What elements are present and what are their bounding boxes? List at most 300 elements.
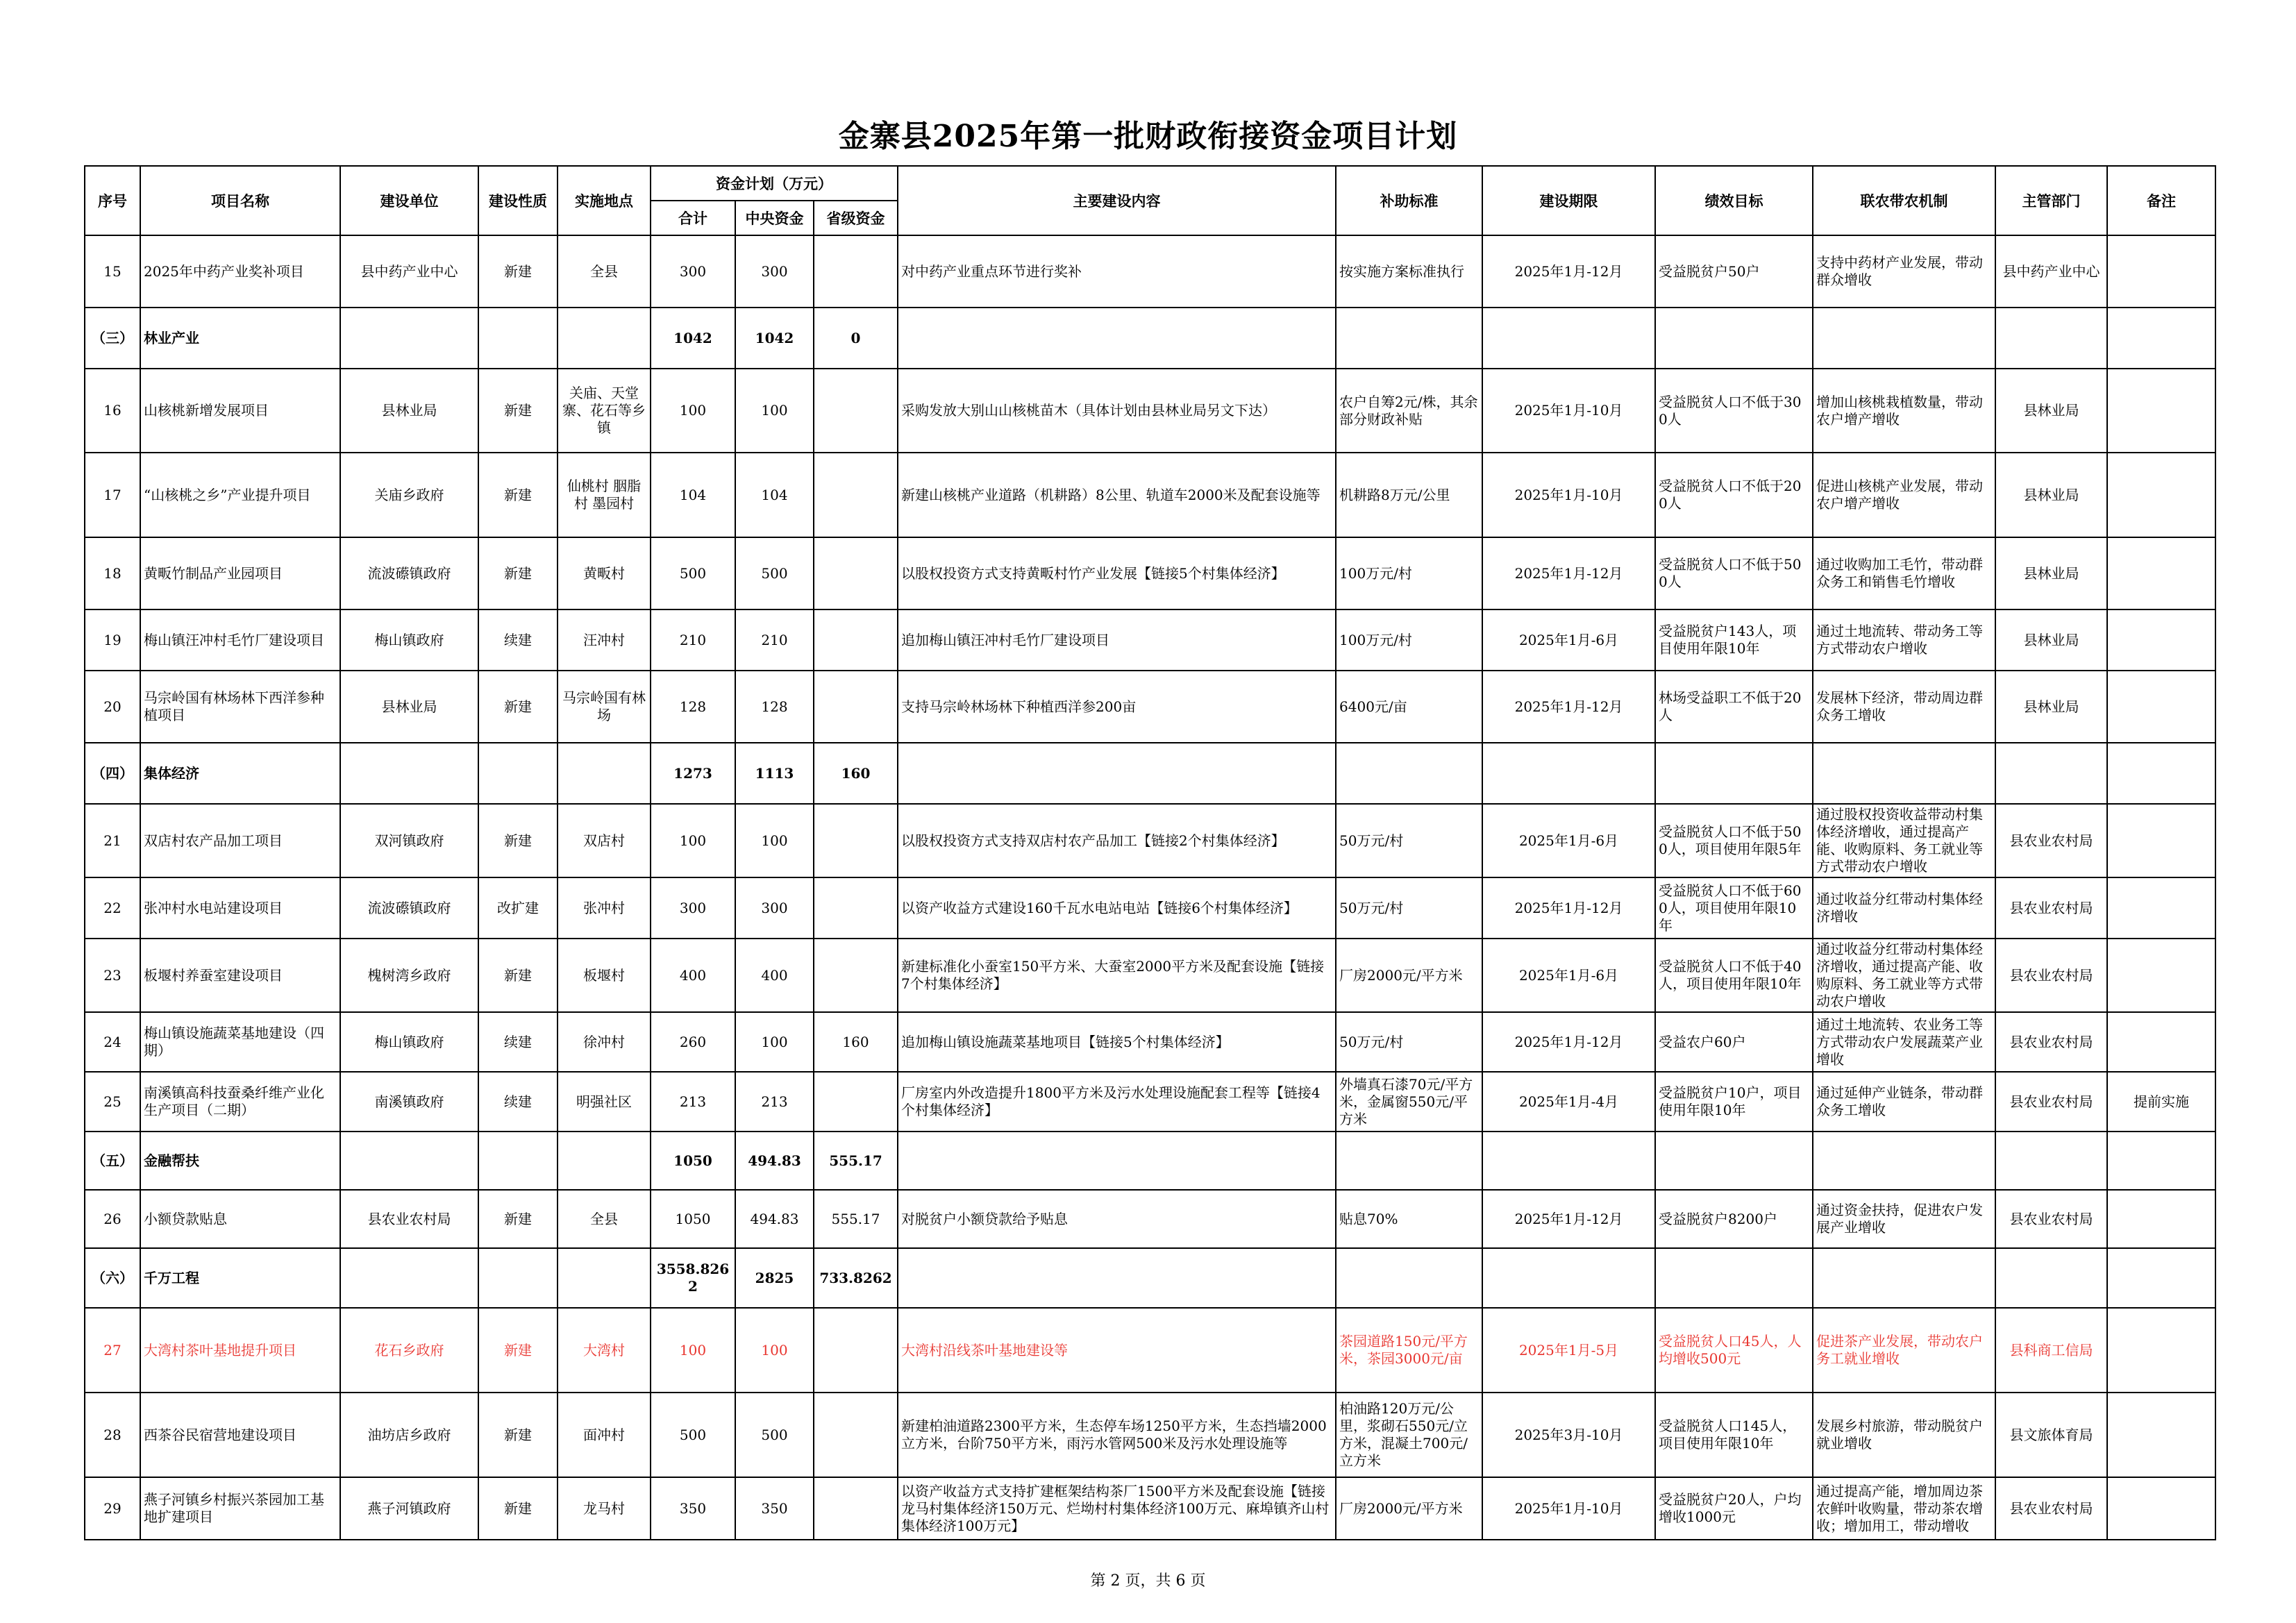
cell-seq: 25 (85, 1072, 140, 1132)
cell-seq: 18 (85, 537, 140, 609)
group-row (85, 308, 2215, 369)
cell-total: 104 (651, 453, 735, 537)
cell-content (898, 1132, 1336, 1190)
cell-location: 大湾村 (558, 1308, 651, 1393)
cell-period (1482, 1132, 1655, 1190)
cell-content: 新建柏油道路2300平方米，生态停车场1250平方米，生态挡墙2000立方米，台阶750平方米，雨污水管网500米及污水处理设施等 (898, 1393, 1336, 1477)
header-period: 建设期限 (1482, 166, 1655, 235)
cell-content: 追加梅山镇汪冲村毛竹厂建设项目 (898, 609, 1336, 671)
cell-location: 全县 (558, 1190, 651, 1248)
cell-central: 210 (735, 609, 814, 671)
cell-dept (1995, 308, 2107, 369)
cell-central: 500 (735, 537, 814, 609)
cell-unit: 梅山镇政府 (340, 1012, 478, 1072)
cell-subsidy: 茶园道路150元/平方米，茶园3000元/亩 (1336, 1308, 1482, 1393)
cell-dept: 县林业局 (1995, 671, 2107, 743)
cell-seq: （四） (85, 743, 140, 804)
cell-provincial (814, 1477, 898, 1540)
cell-total: 1273 (651, 743, 735, 804)
cell-nature: 新建 (478, 939, 558, 1012)
cell-dept: 县文旅体育局 (1995, 1393, 2107, 1477)
cell-period: 2025年1月-12月 (1482, 671, 1655, 743)
cell-note (2107, 609, 2215, 671)
cell-goal: 受益脱贫人口145人，项目使用年限10年 (1655, 1393, 1813, 1477)
cell-subsidy: 柏油路120万元/公里，浆砌石550元/立方米，混凝土700元/立方米 (1336, 1393, 1482, 1477)
cell-period: 2025年1月-4月 (1482, 1072, 1655, 1132)
cell-dept: 县农业农村局 (1995, 877, 2107, 939)
cell-period (1482, 308, 1655, 369)
cell-nature: 新建 (478, 804, 558, 877)
table-row (85, 1072, 2215, 1132)
cell-location (558, 1248, 651, 1308)
table-row (85, 804, 2215, 877)
cell-name: 黄畈竹制品产业园项目 (140, 537, 340, 609)
cell-total: 100 (651, 1308, 735, 1393)
cell-mechanism: 通过收购加工毛竹，带动群众务工和销售毛竹增收 (1813, 537, 1995, 609)
cell-dept: 县科商工信局 (1995, 1308, 2107, 1393)
cell-name: 西茶谷民宿营地建设项目 (140, 1393, 340, 1477)
cell-location: 关庙、天堂寨、花石等乡镇 (558, 369, 651, 453)
cell-seq: 17 (85, 453, 140, 537)
cell-location: 明强社区 (558, 1072, 651, 1132)
cell-content: 追加梅山镇设施蔬菜基地项目【链接5个村集体经济】 (898, 1012, 1336, 1072)
cell-location: 板堰村 (558, 939, 651, 1012)
cell-goal: 林场受益职工不低于20人 (1655, 671, 1813, 743)
cell-mechanism: 支持中药材产业发展，带动群众增收 (1813, 235, 1995, 308)
cell-subsidy: 50万元/村 (1336, 877, 1482, 939)
cell-name: 小额贷款贴息 (140, 1190, 340, 1248)
cell-seq: 16 (85, 369, 140, 453)
cell-total: 128 (651, 671, 735, 743)
cell-period: 2025年1月-12月 (1482, 1190, 1655, 1248)
cell-period: 2025年1月-10月 (1482, 453, 1655, 537)
header-total: 合计 (651, 201, 735, 235)
cell-central: 1113 (735, 743, 814, 804)
cell-period: 2025年1月-12月 (1482, 1012, 1655, 1072)
cell-subsidy (1336, 308, 1482, 369)
cell-period (1482, 743, 1655, 804)
cell-name: 双店村农产品加工项目 (140, 804, 340, 877)
cell-content: 对脱贫户小额贷款给予贴息 (898, 1190, 1336, 1248)
cell-central: 300 (735, 235, 814, 308)
cell-location (558, 743, 651, 804)
cell-subsidy: 按实施方案标准执行 (1336, 235, 1482, 308)
cell-subsidy: 农户自筹2元/株，其余部分财政补贴 (1336, 369, 1482, 453)
cell-mechanism: 促进山核桃产业发展，带动农户增产增收 (1813, 453, 1995, 537)
cell-goal: 受益脱贫户143人，项目使用年限10年 (1655, 609, 1813, 671)
cell-location (558, 308, 651, 369)
cell-mechanism: 发展乡村旅游，带动脱贫户就业增收 (1813, 1393, 1995, 1477)
cell-note (2107, 1012, 2215, 1072)
cell-period: 2025年1月-12月 (1482, 877, 1655, 939)
cell-subsidy: 外墙真石漆70元/平方米，金属窗550元/平方米 (1336, 1072, 1482, 1132)
project-table (84, 165, 2216, 1540)
cell-central: 1042 (735, 308, 814, 369)
cell-provincial (814, 1308, 898, 1393)
cell-nature: 新建 (478, 369, 558, 453)
cell-seq: （三） (85, 308, 140, 369)
cell-mechanism: 通过提高产能，增加周边茶农鲜叶收购量，带动茶农增收；增加用工，带动增收 (1813, 1477, 1995, 1540)
cell-subsidy: 50万元/村 (1336, 804, 1482, 877)
cell-goal: 受益脱贫人口45人，人均增收500元 (1655, 1308, 1813, 1393)
cell-total: 1050 (651, 1190, 735, 1248)
cell-mechanism: 通过股权投资收益带动村集体经济增收，通过提高产能、收购原料、务工就业等方式带动农户增收 (1813, 804, 1995, 877)
cell-location: 汪冲村 (558, 609, 651, 671)
cell-note (2107, 1477, 2215, 1540)
cell-unit: 双河镇政府 (340, 804, 478, 877)
cell-provincial: 160 (814, 1012, 898, 1072)
cell-unit: 县中药产业中心 (340, 235, 478, 308)
cell-goal: 受益脱贫户8200户 (1655, 1190, 1813, 1248)
cell-note (2107, 743, 2215, 804)
cell-mechanism: 发展林下经济，带动周边群众务工增收 (1813, 671, 1995, 743)
cell-provincial: 555.17 (814, 1190, 898, 1248)
cell-goal: 受益脱贫人口不低于200人 (1655, 453, 1813, 537)
cell-goal: 受益农户60户 (1655, 1012, 1813, 1072)
page-title: 金寨县2025年第一批财政衔接资金项目计划 (838, 119, 1458, 154)
cell-provincial: 733.8262 (814, 1248, 898, 1308)
table-row (85, 235, 2215, 308)
table-row (85, 877, 2215, 939)
cell-seq: 21 (85, 804, 140, 877)
cell-location: 马宗岭国有林场 (558, 671, 651, 743)
cell-note (2107, 308, 2215, 369)
cell-goal (1655, 1132, 1813, 1190)
table-row (85, 1477, 2215, 1540)
cell-location: 龙马村 (558, 1477, 651, 1540)
cell-subsidy: 100万元/村 (1336, 609, 1482, 671)
cell-period: 2025年1月-12月 (1482, 235, 1655, 308)
cell-goal: 受益脱贫人口不低于500人 (1655, 537, 1813, 609)
cell-period: 2025年1月-10月 (1482, 1477, 1655, 1540)
cell-note (2107, 1248, 2215, 1308)
cell-mechanism: 通过收益分红带动村集体经济增收 (1813, 877, 1995, 939)
header-mechanism: 联农带农机制 (1813, 166, 1995, 235)
cell-provincial: 555.17 (814, 1132, 898, 1190)
cell-subsidy: 6400元/亩 (1336, 671, 1482, 743)
cell-unit: 油坊店乡政府 (340, 1393, 478, 1477)
cell-central: 500 (735, 1393, 814, 1477)
cell-name: 燕子河镇乡村振兴茶园加工基地扩建项目 (140, 1477, 340, 1540)
header-goal: 绩效目标 (1655, 166, 1813, 235)
cell-mechanism (1813, 308, 1995, 369)
cell-note (2107, 671, 2215, 743)
table-row (85, 1190, 2215, 1248)
cell-note (2107, 1132, 2215, 1190)
cell-central: 100 (735, 369, 814, 453)
cell-goal: 受益脱贫人口不低于600人，项目使用年限10年 (1655, 877, 1813, 939)
cell-unit (340, 1132, 478, 1190)
cell-provincial (814, 235, 898, 308)
cell-mechanism: 通过土地流转、带动务工等方式带动农户增收 (1813, 609, 1995, 671)
cell-unit (340, 1248, 478, 1308)
cell-total: 400 (651, 939, 735, 1012)
cell-subsidy (1336, 1132, 1482, 1190)
cell-note (2107, 939, 2215, 1012)
cell-mechanism: 通过土地流转、农业务工等方式带动农户发展蔬菜产业增收 (1813, 1012, 1995, 1072)
cell-dept: 县农业农村局 (1995, 804, 2107, 877)
cell-note (2107, 537, 2215, 609)
cell-note (2107, 1393, 2215, 1477)
cell-content: 以股权投资方式支持黄畈村竹产业发展【链接5个村集体经济】 (898, 537, 1336, 609)
cell-total: 213 (651, 1072, 735, 1132)
cell-name: “山核桃之乡”产业提升项目 (140, 453, 340, 537)
cell-total: 500 (651, 1393, 735, 1477)
cell-name: 林业产业 (140, 308, 340, 369)
cell-goal: 受益脱贫户10户，项目使用年限10年 (1655, 1072, 1813, 1132)
cell-subsidy: 厂房2000元/平方米 (1336, 1477, 1482, 1540)
cell-dept: 县农业农村局 (1995, 1072, 2107, 1132)
cell-content: 以资产收益方式支持扩建框架结构茶厂1500平方米及配套设施【链接龙马村集体经济150万元、烂坳村村集体经济100万元、麻埠镇齐山村集体经济100万元】 (898, 1477, 1336, 1540)
cell-provincial (814, 939, 898, 1012)
cell-nature: 新建 (478, 537, 558, 609)
cell-subsidy: 机耕路8万元/公里 (1336, 453, 1482, 537)
cell-nature: 续建 (478, 1072, 558, 1132)
cell-provincial: 0 (814, 308, 898, 369)
cell-content: 采购发放大别山山核桃苗木（具体计划由县林业局另文下达） (898, 369, 1336, 453)
cell-seq: 20 (85, 671, 140, 743)
cell-nature: 新建 (478, 1477, 558, 1540)
header-row (85, 166, 2215, 201)
cell-note: 提前实施 (2107, 1072, 2215, 1132)
cell-mechanism (1813, 743, 1995, 804)
table-row (85, 1012, 2215, 1072)
header-name: 项目名称 (140, 166, 340, 235)
cell-content (898, 308, 1336, 369)
cell-provincial (814, 1072, 898, 1132)
cell-content: 厂房室内外改造提升1800平方米及污水处理设施配套工程等【链接4个村集体经济】 (898, 1072, 1336, 1132)
cell-provincial (814, 453, 898, 537)
cell-central: 2825 (735, 1248, 814, 1308)
cell-nature (478, 308, 558, 369)
cell-note (2107, 369, 2215, 453)
cell-subsidy: 厂房2000元/平方米 (1336, 939, 1482, 1012)
cell-note (2107, 453, 2215, 537)
cell-dept: 县林业局 (1995, 609, 2107, 671)
cell-total: 3558.8262 (651, 1248, 735, 1308)
cell-central: 100 (735, 1012, 814, 1072)
header-central: 中央资金 (735, 201, 814, 235)
cell-seq: 22 (85, 877, 140, 939)
cell-nature: 新建 (478, 1190, 558, 1248)
cell-seq: （六） (85, 1248, 140, 1308)
cell-goal: 受益脱贫人口不低于500人，项目使用年限5年 (1655, 804, 1813, 877)
cell-period: 2025年3月-10月 (1482, 1393, 1655, 1477)
header-dept: 主管部门 (1995, 166, 2107, 235)
table-row (85, 537, 2215, 609)
table-row (85, 1308, 2215, 1393)
cell-subsidy: 50万元/村 (1336, 1012, 1482, 1072)
cell-content (898, 1248, 1336, 1308)
cell-dept (1995, 743, 2107, 804)
cell-seq: 15 (85, 235, 140, 308)
cell-content: 对中药产业重点环节进行奖补 (898, 235, 1336, 308)
cell-mechanism: 通过延伸产业链条，带动群众务工增收 (1813, 1072, 1995, 1132)
cell-name: 千万工程 (140, 1248, 340, 1308)
cell-central: 300 (735, 877, 814, 939)
cell-nature (478, 1132, 558, 1190)
cell-mechanism (1813, 1132, 1995, 1190)
table-row (85, 1393, 2215, 1477)
cell-note (2107, 235, 2215, 308)
cell-goal: 受益脱贫人口不低于300人 (1655, 369, 1813, 453)
cell-nature: 续建 (478, 609, 558, 671)
header-note: 备注 (2107, 166, 2215, 235)
cell-unit: 县林业局 (340, 369, 478, 453)
cell-unit (340, 308, 478, 369)
cell-unit: 流波礤镇政府 (340, 537, 478, 609)
cell-central: 128 (735, 671, 814, 743)
cell-content: 支持马宗岭林场林下种植西洋参200亩 (898, 671, 1336, 743)
cell-dept (1995, 1132, 2107, 1190)
cell-goal (1655, 1248, 1813, 1308)
cell-nature: 续建 (478, 1012, 558, 1072)
cell-total: 1042 (651, 308, 735, 369)
cell-mechanism: 通过资金扶持，促进农户发展产业增收 (1813, 1190, 1995, 1248)
cell-name: 集体经济 (140, 743, 340, 804)
header-provincial: 省级资金 (814, 201, 898, 235)
cell-name: 2025年中药产业奖补项目 (140, 235, 340, 308)
cell-period (1482, 1248, 1655, 1308)
cell-central: 494.83 (735, 1190, 814, 1248)
cell-name: 金融帮扶 (140, 1132, 340, 1190)
cell-dept (1995, 1248, 2107, 1308)
cell-goal: 受益脱贫户20人，户均增收1000元 (1655, 1477, 1813, 1540)
cell-provincial (814, 671, 898, 743)
cell-unit: 梅山镇政府 (340, 609, 478, 671)
table-row (85, 671, 2215, 743)
cell-dept: 县农业农村局 (1995, 939, 2107, 1012)
cell-goal (1655, 743, 1813, 804)
cell-nature: 改扩建 (478, 877, 558, 939)
cell-unit: 南溪镇政府 (340, 1072, 478, 1132)
cell-name: 大湾村茶叶基地提升项目 (140, 1308, 340, 1393)
cell-name: 马宗岭国有林场林下西洋参种植项目 (140, 671, 340, 743)
cell-dept: 县农业农村局 (1995, 1012, 2107, 1072)
cell-central: 104 (735, 453, 814, 537)
cell-total: 350 (651, 1477, 735, 1540)
group-row (85, 1248, 2215, 1308)
cell-total: 260 (651, 1012, 735, 1072)
cell-subsidy: 贴息70% (1336, 1190, 1482, 1248)
header-seq: 序号 (85, 166, 140, 235)
cell-unit: 花石乡政府 (340, 1308, 478, 1393)
cell-unit: 流波礤镇政府 (340, 877, 478, 939)
cell-unit (340, 743, 478, 804)
cell-unit: 县林业局 (340, 671, 478, 743)
cell-total: 300 (651, 877, 735, 939)
cell-seq: 29 (85, 1477, 140, 1540)
cell-period: 2025年1月-6月 (1482, 804, 1655, 877)
cell-total: 100 (651, 369, 735, 453)
cell-content: 以股权投资方式支持双店村农产品加工【链接2个村集体经济】 (898, 804, 1336, 877)
group-row (85, 743, 2215, 804)
cell-nature: 新建 (478, 235, 558, 308)
cell-mechanism: 促进茶产业发展，带动农户务工就业增收 (1813, 1308, 1995, 1393)
cell-total: 100 (651, 804, 735, 877)
cell-note (2107, 1190, 2215, 1248)
cell-mechanism: 增加山核桃栽植数量，带动农户增产增收 (1813, 369, 1995, 453)
cell-provincial (814, 804, 898, 877)
cell-central: 100 (735, 804, 814, 877)
cell-central: 213 (735, 1072, 814, 1132)
cell-provincial: 160 (814, 743, 898, 804)
cell-dept: 县农业农村局 (1995, 1477, 2107, 1540)
group-row (85, 1132, 2215, 1190)
cell-central: 494.83 (735, 1132, 814, 1190)
table-row (85, 609, 2215, 671)
cell-goal (1655, 308, 1813, 369)
cell-provincial (814, 877, 898, 939)
cell-name: 梅山镇设施蔬菜基地建设（四期） (140, 1012, 340, 1072)
cell-provincial (814, 1393, 898, 1477)
cell-seq: 19 (85, 609, 140, 671)
header-subsidy: 补助标准 (1336, 166, 1482, 235)
cell-location (558, 1132, 651, 1190)
table-row (85, 453, 2215, 537)
cell-content: 新建山核桃产业道路（机耕路）8公里、轨道车2000米及配套设施等 (898, 453, 1336, 537)
cell-dept: 县林业局 (1995, 369, 2107, 453)
cell-nature (478, 743, 558, 804)
cell-nature: 新建 (478, 453, 558, 537)
cell-location: 黄畈村 (558, 537, 651, 609)
cell-period: 2025年1月-10月 (1482, 369, 1655, 453)
page-footer: 第 2 页，共 6 页 (1090, 1572, 1206, 1590)
cell-central: 100 (735, 1308, 814, 1393)
cell-unit: 关庙乡政府 (340, 453, 478, 537)
table-row (85, 369, 2215, 453)
cell-content: 以资产收益方式建设160千瓦水电站电站【链接6个村集体经济】 (898, 877, 1336, 939)
cell-unit: 燕子河镇政府 (340, 1477, 478, 1540)
cell-name: 南溪镇高科技蚕桑纤维产业化生产项目（二期） (140, 1072, 340, 1132)
cell-location: 面冲村 (558, 1393, 651, 1477)
header-fund-plan: 资金计划（万元） (651, 166, 898, 201)
cell-location: 徐冲村 (558, 1012, 651, 1072)
cell-name: 山核桃新增发展项目 (140, 369, 340, 453)
cell-nature: 新建 (478, 1308, 558, 1393)
cell-location: 张冲村 (558, 877, 651, 939)
cell-nature (478, 1248, 558, 1308)
cell-total: 210 (651, 609, 735, 671)
cell-location: 全县 (558, 235, 651, 308)
cell-provincial (814, 369, 898, 453)
cell-mechanism: 通过收益分红带动村集体经济增收，通过提高产能、收购原料、务工就业等方式带动农户增收 (1813, 939, 1995, 1012)
cell-content (898, 743, 1336, 804)
header-nature: 建设性质 (478, 166, 558, 235)
cell-note (2107, 804, 2215, 877)
cell-total: 300 (651, 235, 735, 308)
cell-location: 仙桃村 胭脂村 墨园村 (558, 453, 651, 537)
cell-seq: （五） (85, 1132, 140, 1190)
cell-name: 张冲村水电站建设项目 (140, 877, 340, 939)
cell-seq: 28 (85, 1393, 140, 1477)
cell-dept: 县中药产业中心 (1995, 235, 2107, 308)
header-unit: 建设单位 (340, 166, 478, 235)
cell-seq: 26 (85, 1190, 140, 1248)
cell-period: 2025年1月-6月 (1482, 609, 1655, 671)
cell-period: 2025年1月-5月 (1482, 1308, 1655, 1393)
cell-total: 500 (651, 537, 735, 609)
cell-goal: 受益脱贫户50户 (1655, 235, 1813, 308)
cell-central: 350 (735, 1477, 814, 1540)
cell-dept: 县农业农村局 (1995, 1190, 2107, 1248)
cell-note (2107, 1308, 2215, 1393)
header-location: 实施地点 (558, 166, 651, 235)
cell-unit: 槐树湾乡政府 (340, 939, 478, 1012)
cell-note (2107, 877, 2215, 939)
cell-period: 2025年1月-6月 (1482, 939, 1655, 1012)
cell-dept: 县林业局 (1995, 453, 2107, 537)
